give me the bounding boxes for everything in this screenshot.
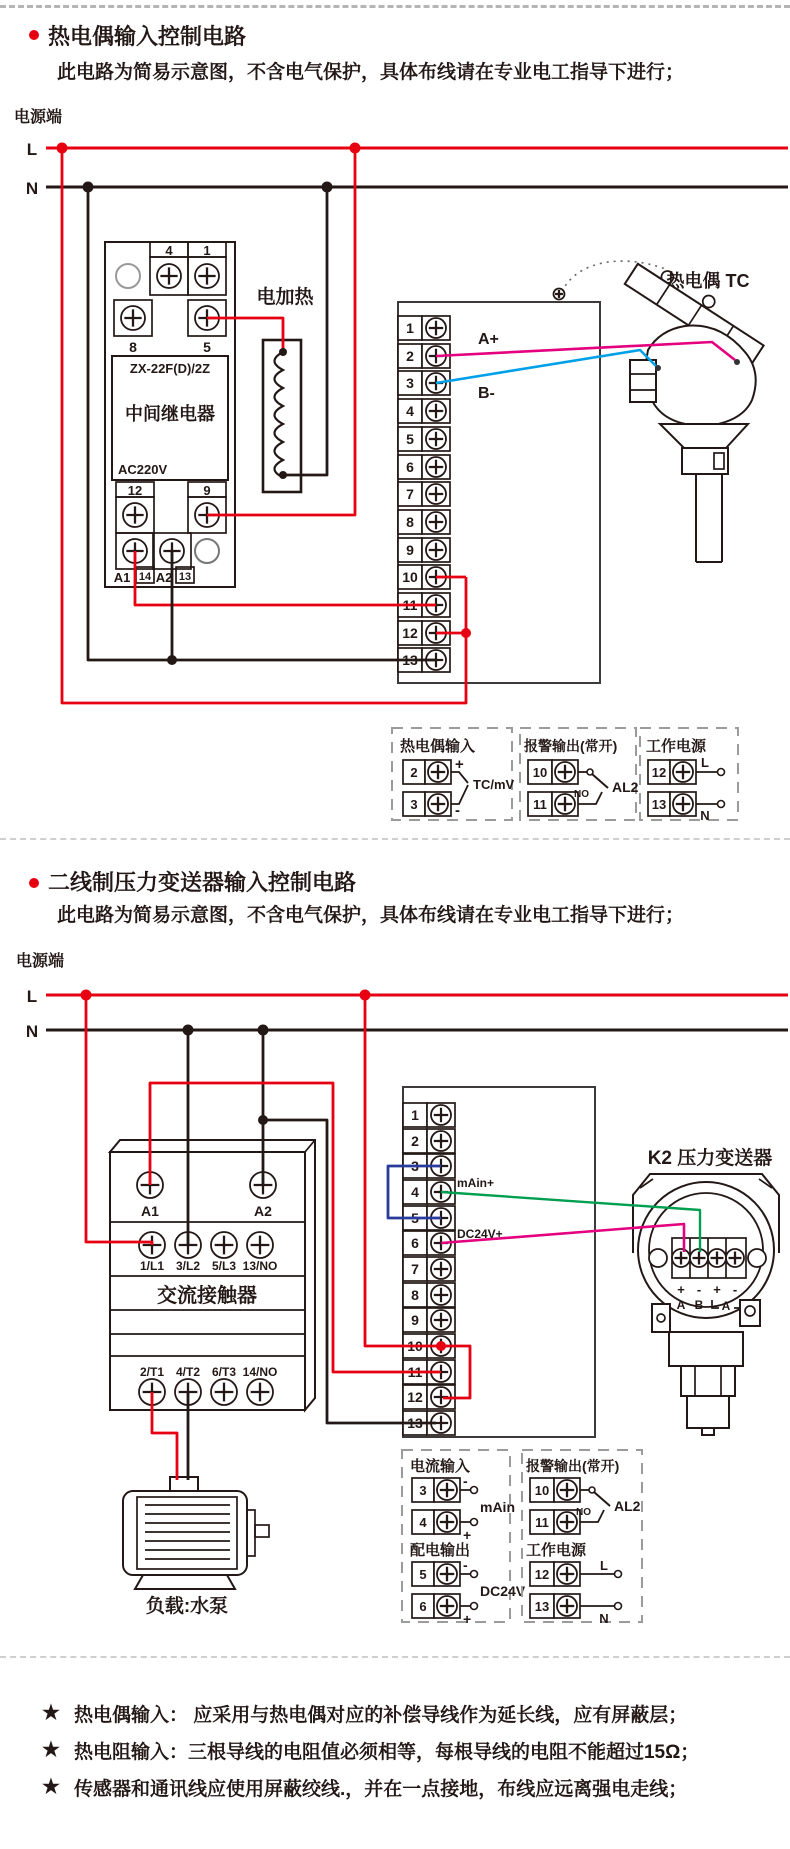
terminal-number: 12: [402, 625, 418, 641]
contactor-terminal-label: 13/NO: [242, 1259, 278, 1273]
polarity-minus: -: [455, 802, 460, 819]
legend-current-and-dist: [402, 1450, 526, 1627]
polarity-plus: +: [463, 1611, 472, 1627]
contactor-terminal-label: 4/T2: [175, 1365, 201, 1379]
legend-title: 工作电源: [646, 738, 707, 755]
terminal-number: 7: [406, 486, 414, 502]
legend-terminal: 12: [651, 765, 667, 780]
terminal-number: 3: [406, 375, 414, 391]
legend-title: 电流输入: [410, 1458, 471, 1475]
contactor-terminal-label: A2: [254, 1203, 272, 1219]
contactor-terminal-label: 5/L3: [211, 1259, 237, 1273]
neutral-letter: N: [25, 1022, 39, 1041]
alarm-output-label: AL2: [612, 779, 639, 795]
legend-tc-input: [392, 728, 515, 820]
star-icon: ★: [42, 1739, 60, 1761]
terminal-number: 11: [402, 597, 418, 613]
relay-terminal-label: 4: [165, 243, 173, 258]
note-text: 热电阻输入：三根导线的电阻值必须相等，每根导线的电阻不能超过15Ω；: [73, 1742, 700, 1763]
terminal-number: 9: [406, 542, 414, 558]
terminal-number: 9: [411, 1312, 419, 1328]
current-wire-label: mAin+: [457, 1176, 495, 1190]
note-text: 热电偶输入： 应采用与热电偶对应的补偿导线作为延长线，应有屏蔽层；: [73, 1705, 688, 1726]
legend-signal: TC/mV: [473, 777, 515, 792]
polarity-minus: -: [463, 1473, 468, 1489]
relay-terminal-label: 9: [203, 483, 211, 498]
tc-probe: [696, 474, 722, 562]
relay-terminal-label: A1: [113, 570, 131, 585]
legend-title: 报警输出(常开): [526, 1458, 620, 1474]
contactor-terminal-label: A1: [141, 1203, 159, 1219]
no-contact-blade: [592, 774, 608, 788]
star-icon: ★: [42, 1776, 60, 1798]
legend-title: 热电偶输入: [400, 738, 476, 755]
no-label: NO: [574, 789, 589, 800]
tc-gland: [630, 360, 656, 402]
live-label: L: [701, 755, 709, 770]
transmitter-label: K2 压力变送器: [647, 1148, 773, 1169]
legend-terminal: 13: [651, 797, 667, 812]
legend-terminal: 11: [535, 1515, 549, 1530]
legend-title: 工作电源: [526, 1542, 587, 1559]
relay-block: [105, 242, 235, 587]
relay-terminal-label: 13: [178, 571, 192, 583]
relay-name: 中间继电器: [125, 404, 215, 424]
pin-label: A: [721, 1299, 731, 1313]
tc-minus-label: B-: [478, 385, 495, 402]
live-letter: L: [26, 987, 38, 1006]
relay-terminal-label: A2: [155, 570, 173, 585]
legend-terminal: 10: [532, 765, 548, 780]
dc24v-wire-label: DC24V+: [457, 1227, 503, 1241]
legend-terminal: 4: [419, 1515, 427, 1530]
pin-label: A: [676, 1298, 686, 1312]
relay-model: ZX-22F(D)/2Z: [129, 361, 211, 376]
polarity-label: +: [677, 1282, 685, 1297]
terminal-number: 7: [411, 1261, 419, 1277]
legend-title: 配电输出: [410, 1542, 471, 1559]
legend-terminal: 6: [419, 1599, 427, 1614]
no-contact-blade: [594, 1492, 610, 1506]
terminal-number: 1: [411, 1107, 419, 1123]
contactor-terminal-label: 14/NO: [242, 1365, 278, 1379]
terminal-number: 10: [407, 1338, 423, 1354]
no-label: NO: [576, 1507, 591, 1518]
polarity-plus: +: [455, 756, 464, 773]
terminal-number: 2: [411, 1133, 419, 1149]
alarm-output-label: AL2: [614, 1498, 641, 1514]
terminal-number: 12: [407, 1389, 423, 1405]
legend-signal: mAin: [480, 1499, 515, 1515]
terminal-number: 4: [406, 403, 414, 419]
contactor-terminal-label: 1/L1: [139, 1259, 165, 1273]
neutral-label: N: [599, 1611, 609, 1626]
terminal-number: 4: [411, 1184, 419, 1200]
relay-voltage: AC220V: [118, 462, 168, 477]
legend-terminal: 2: [410, 765, 418, 780]
terminal-number: 6: [411, 1235, 419, 1251]
relay-terminal-label: 5: [203, 339, 211, 355]
note-text: 传感器和通讯线应使用屏蔽绞线.，并在一点接地，布线应远离强电走线；: [73, 1779, 688, 1800]
polarity-label: +: [713, 1282, 721, 1297]
legend-title: 报警输出(常开): [524, 738, 618, 754]
thermocouple-label: 热电偶 TC: [666, 271, 750, 291]
legend-alarm-output: [520, 728, 639, 820]
neutral-label: N: [700, 808, 710, 823]
legend-terminal: 11: [533, 797, 547, 812]
section1-title: 热电偶输入控制电路: [48, 24, 247, 49]
star-icon: ★: [42, 1702, 60, 1724]
terminal-number: 3: [411, 1158, 419, 1174]
electric-heater: [256, 285, 314, 492]
relay-terminal-label: 1: [203, 243, 211, 258]
terminal-strips: [398, 316, 455, 1435]
terminal-number: 5: [406, 431, 414, 447]
relay-terminal-label: 12: [127, 483, 143, 498]
relay-terminal-label: 14: [138, 571, 152, 583]
load-label: 负载:水泵: [145, 1596, 229, 1617]
section2-subtitle: 此电路为简易示意图，不含电气保护，具体布线请在专业电工指导下进行；: [57, 905, 685, 926]
contactor-terminal-label: 3/L2: [175, 1259, 201, 1273]
section1-subtitle: 此电路为简易示意图，不含电气保护，具体布线请在专业电工指导下进行；: [57, 62, 685, 83]
terminal-number: 5: [411, 1210, 419, 1226]
polarity-minus: -: [463, 1557, 468, 1573]
tc-funnel: [660, 424, 748, 448]
water-pump-motor: [123, 1477, 269, 1617]
heater-label: 电加热: [256, 287, 314, 308]
neutral-letter: N: [25, 179, 39, 198]
legend-signal: DC24V: [480, 1583, 526, 1599]
terminal-number: 13: [402, 652, 418, 668]
contactor-terminal-label: 6/T3: [211, 1365, 237, 1379]
live-letter: L: [26, 140, 38, 159]
terminal-number: 10: [402, 569, 418, 585]
legend-terminal: 3: [419, 1483, 427, 1498]
legend-terminal: 13: [534, 1599, 550, 1614]
section1-power-terminal-label: 电源端: [14, 109, 63, 126]
live-label: L: [600, 1558, 608, 1573]
pressure-transmitter: [633, 1146, 779, 1435]
terminal-number: 11: [407, 1364, 423, 1380]
terminal-number: 13: [407, 1415, 423, 1431]
terminal-number: 8: [406, 514, 414, 530]
terminal-number: 8: [411, 1287, 419, 1303]
legend-alarm-and-power: [522, 1450, 642, 1626]
legend-terminal: 3: [410, 797, 418, 812]
terminal-number: 1: [406, 320, 414, 336]
legend-terminal: 5: [419, 1567, 427, 1582]
contactor-terminal-label: 2/T1: [139, 1365, 165, 1379]
terminal-number: 6: [406, 459, 414, 475]
tc-plus-label: A+: [478, 331, 499, 348]
section2-power-terminal-label: 电源端: [16, 953, 65, 970]
section2-title: 二线制压力变送器输入控制电路: [48, 870, 357, 895]
terminal-number: 2: [406, 348, 414, 364]
pin-label: B: [694, 1298, 704, 1312]
legend-terminal: 12: [534, 1567, 550, 1582]
polarity-label: -: [696, 1282, 702, 1297]
polarity-label: -: [732, 1282, 738, 1297]
contactor-name: 交流接触器: [157, 1285, 257, 1307]
relay-terminal-label: 8: [129, 339, 137, 355]
legend-terminal: 10: [534, 1483, 550, 1498]
polarity-plus: +: [463, 1527, 472, 1543]
